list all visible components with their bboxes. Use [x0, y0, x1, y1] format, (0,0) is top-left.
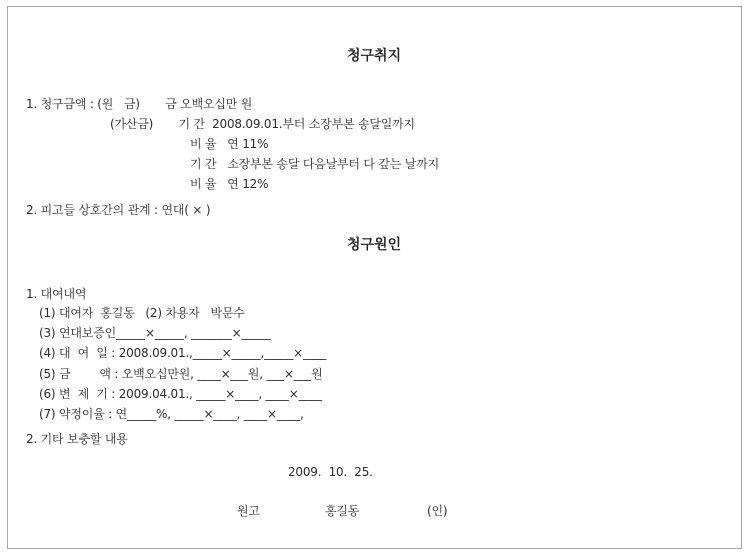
claim-line-5: 비 율 연 12%	[190, 177, 269, 191]
claim-line-2: (가산금) 기 간 2008.09.01.부터 소장부본 송달일까지	[110, 117, 415, 131]
cause-line-4: (4) 대 여 일 : 2008.09.01.,_____×_____,_____×____	[39, 346, 327, 360]
document-frame	[7, 6, 742, 549]
cause-line-2: (1) 대여자 홍길동 (2) 차용자 박문수	[39, 306, 245, 320]
signature-role: 원고	[237, 504, 260, 518]
cause-line-3: (3) 연대보증인_____×_____, _______×_____	[39, 326, 271, 340]
claim-line-6: 2. 피고들 상호간의 관계 : 연대( × )	[26, 203, 211, 217]
cause-line-1: 1. 대여내역	[26, 287, 87, 301]
document-date: 2009. 10. 25.	[288, 465, 373, 479]
claim-line-1: 1. 청구금액 : (원 금) 금 오백오십만 원	[26, 97, 253, 111]
cause-heading: 청구원인	[347, 237, 402, 253]
claim-line-3: 비 율 연 11%	[190, 137, 269, 151]
cause-line-5: (5) 금 액 : 오백오십만원, ____×___원, ___×___원	[39, 367, 323, 381]
claim-line-4: 기 간 소장부본 송달 다음날부터 다 갚는 날까지	[190, 157, 439, 171]
cause-line-6: (6) 변 제 기 : 2009.04.01., _____×____, ____×____	[39, 387, 322, 401]
signature-seal: (인)	[427, 504, 448, 518]
claim-heading: 청구취지	[347, 48, 402, 64]
cause-line-8: 2. 기타 보충할 내용	[26, 432, 128, 446]
signature-name: 홍길동	[325, 504, 360, 518]
cause-line-7: (7) 약정이율 : 연_____%, _____×____, ____×____,	[39, 407, 304, 421]
